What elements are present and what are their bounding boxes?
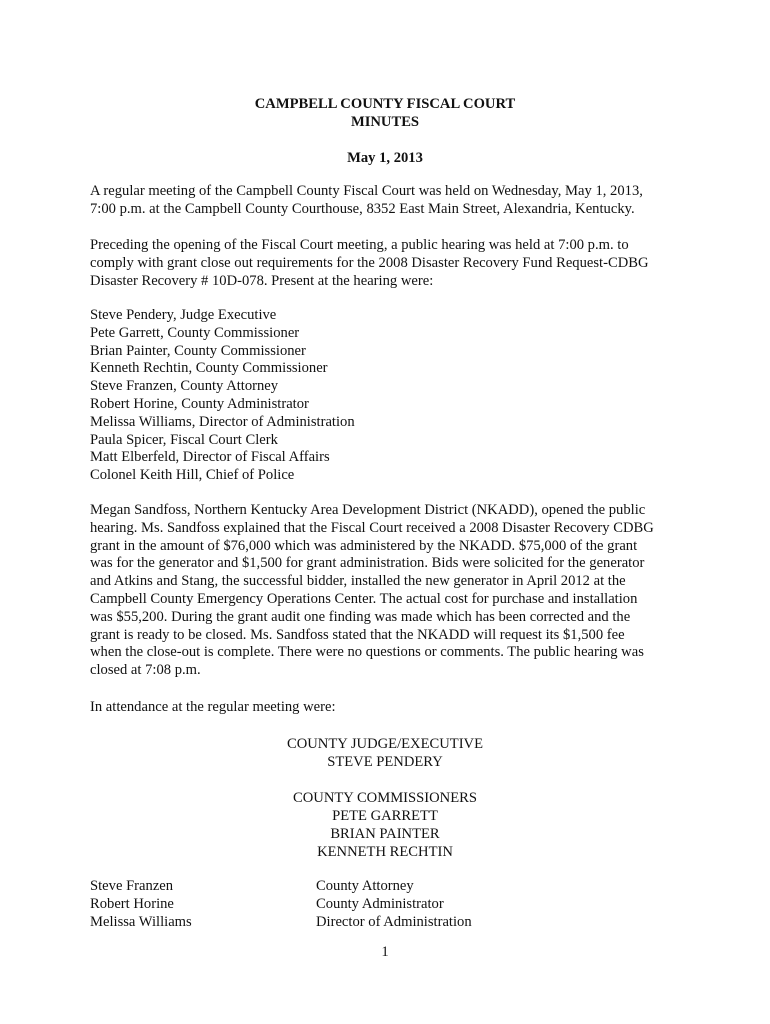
attendance-intro: In attendance at the regular meeting were: — [90, 699, 336, 715]
paragraph-line: when the close-out is complete. There were no questions or comments. The public hearing was — [90, 644, 644, 661]
document-subtitle: MINUTES — [350, 114, 420, 130]
staff-list — [90, 878, 690, 931]
sandfoss-paragraph — [90, 502, 690, 680]
staff-row — [90, 896, 690, 914]
attendee-item: Brian Painter, County Commissioner — [90, 342, 306, 359]
attendee-item: Steve Franzen, County Attorney — [90, 378, 279, 395]
commissioners-heading: COUNTY COMMISSIONERS — [293, 790, 477, 806]
document-title: CAMPBELL COUNTY FISCAL COURT — [254, 96, 516, 112]
attendee-item: Pete Garrett, County Commissioner — [90, 324, 300, 341]
staff-name: Steve Franzen — [90, 878, 174, 894]
attendee-item: Melissa Williams, Director of Administration — [90, 413, 355, 430]
staff-name: Robert Horine — [90, 895, 174, 912]
staff-title: County Administrator — [316, 895, 444, 912]
paragraph-line: was $55,200. During the grant audit one finding was made which has been corrected and the — [90, 608, 631, 625]
intro-paragraph — [90, 183, 690, 219]
commissioner-name: BRIAN PAINTER — [330, 826, 440, 842]
paragraph-line: grant in the amount of $76,000 which was administered by the NKADD. $75,000 of the grant — [90, 537, 638, 554]
meeting-date: May 1, 2013 — [347, 150, 423, 166]
hearing-line: comply with grant close out requirements for the 2008 Disaster Recovery Fund Request-CDBG — [90, 254, 649, 271]
paragraph-line: Campbell County Emergency Operations Center. The actual cost for purchase and installation — [90, 590, 638, 607]
page-number: 1 — [381, 944, 389, 960]
staff-title: County Attorney — [316, 878, 414, 894]
attendee-item: Colonel Keith Hill, Chief of Police — [90, 467, 295, 484]
commissioner-name: PETE GARRETT — [332, 808, 438, 824]
hearing-line: Preceding the opening of the Fiscal Court meeting, a public hearing was held at 7:00 p.m. to — [90, 237, 629, 253]
attendee-item: Matt Elberfeld, Director of Fiscal Affairs — [90, 449, 330, 466]
commissioner-name: KENNETH RECHTIN — [317, 844, 453, 860]
intro-line: A regular meeting of the Campbell County Fiscal Court was held on Wednesday, May 1, 2013, — [90, 183, 643, 199]
judge-name: STEVE PENDERY — [327, 754, 443, 770]
staff-row — [90, 914, 690, 932]
attendee-item: Paula Spicer, Fiscal Court Clerk — [90, 431, 278, 448]
staff-row — [90, 878, 690, 896]
attendee-item: Steve Pendery, Judge Executive — [90, 307, 277, 323]
paragraph-line: grant is ready to be closed. Ms. Sandfoss stated that the NKADD will request its $1,500 fee — [90, 626, 625, 643]
judge-heading: COUNTY JUDGE/EXECUTIVE — [286, 736, 484, 752]
paragraph-line: closed at 7:08 p.m. — [90, 662, 201, 679]
intro-line: 7:00 p.m. at the Campbell County Courthouse, 8352 East Main Street, Alexandria, Kentucky. — [90, 200, 635, 217]
attendee-item: Robert Horine, County Administrator — [90, 395, 309, 412]
staff-title: Director of Administration — [316, 913, 472, 930]
hearing-line: Disaster Recovery # 10D-078. Present at the hearing were: — [90, 272, 434, 289]
paragraph-line: Megan Sandfoss, Northern Kentucky Area Development District (NKADD), opened the public — [90, 502, 646, 518]
paragraph-line: and Atkins and Stang, the successful bidder, installed the new generator in April 2012 at the — [90, 573, 626, 590]
paragraph-line: hearing. Ms. Sandfoss explained that the Fiscal Court received a 2008 Disaster Recovery CDBG — [90, 519, 654, 536]
hearing-paragraph — [90, 237, 690, 290]
paragraph-line: was for the generator and $1,500 for grant administration. Bids were solicited for the generator — [90, 555, 645, 572]
staff-name: Melissa Williams — [90, 913, 192, 930]
hearing-attendees-list — [90, 307, 355, 485]
attendee-item: Kenneth Rechtin, County Commissioner — [90, 360, 328, 377]
